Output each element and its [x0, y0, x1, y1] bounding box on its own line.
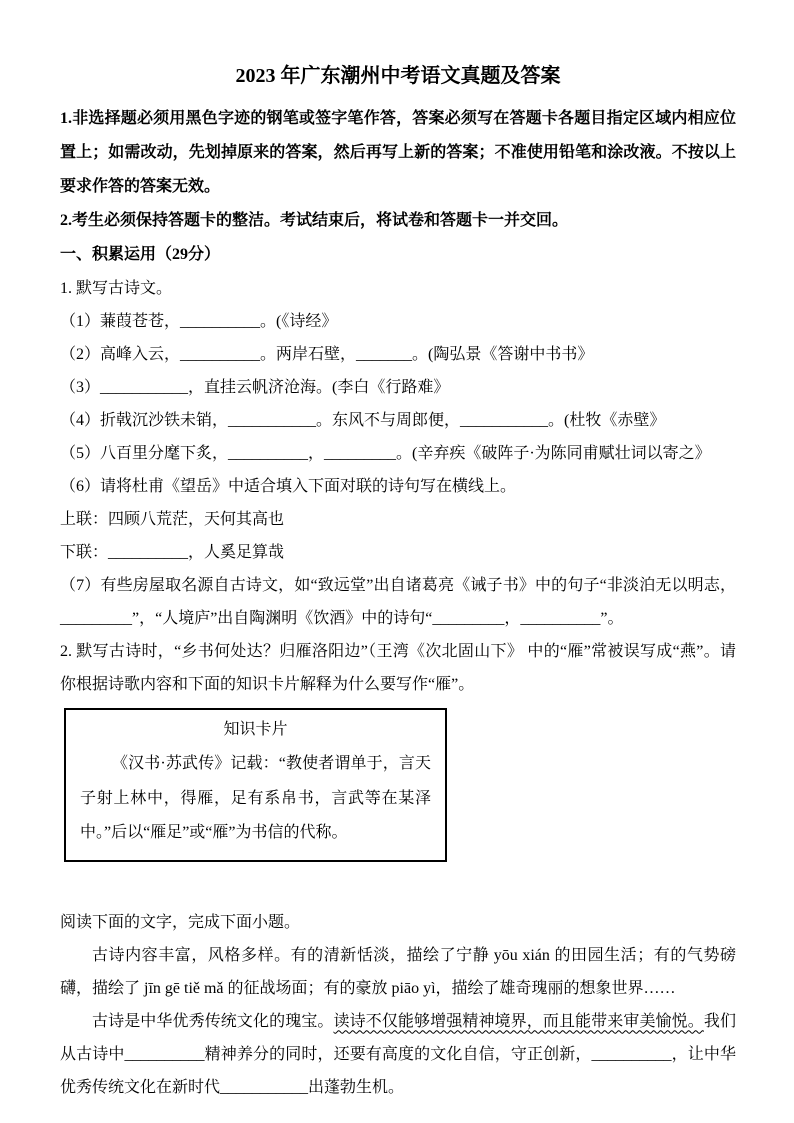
couplet-lower-line: 下联：__________，人奚足算哉 [60, 544, 285, 561]
knowledge-card-title: 知识卡片 [223, 721, 288, 738]
question-2-stem: 2. 默写古诗时，“乡书何处达？归雁洛阳边”（王湾《次北固山下》 中的“雁”常被误写成“燕”。请你根据诗歌内容和下面的知识卡片解释为什么要写作“雁”。 [60, 643, 736, 693]
page-title: 2023 年广东潮州中考语文真题及答案 [235, 65, 561, 87]
section-heading-accumulation: 一、积累运用（29分） [60, 246, 221, 263]
knowledge-card-body: 《汉书·苏武传》记载：“教使者谓单于，言天子射上林中，得雁，足有系帛书，言武等在某泽中。”后以“雁足”或“雁”为书信的代称。 [80, 755, 431, 841]
question-1-item-6: （6）请将杜甫《望岳》中适合填入下面对联的诗句写在横线上。 [60, 478, 517, 495]
reading-paragraph-2 [60, 1005, 736, 1104]
reading-paragraph-1: 古诗内容丰富，风格多样。有的清新恬淡，描绘了宁静 yōu xián 的田园生活；有的气势磅礴，描绘了 jīn gē tiě mǎ 的征战场面；有的豪放 piāo yì，描绘了雄奇瑰丽的想象世界…… [60, 946, 736, 997]
question-1-item-2: （2）高峰入云，__________。两岸石壁，_______。(陶弘景《答谢中书书》 [60, 346, 594, 363]
question-1-item-7: （7）有些房屋取名源自古诗文，如“致远堂”出自诸葛亮《诫子书》中的句子“非淡泊无以明志，_________”，“人境庐”出自陶渊明《饮酒》中的诗句“_________，__________”。 [60, 577, 736, 627]
reading-paragraph-2-rest: 我们从古诗中__________精神养分的同时，还要有高度的文化自信，守正创新，__________，让中华优秀传统文化在新时代___________出蓬勃生机。 [60, 1012, 736, 1096]
question-1-stem: 1. 默写古诗文。 [60, 280, 173, 297]
question-1-item-1: （1）蒹葭苍苍，__________。(《诗经》 [60, 313, 338, 330]
reading-paragraph-2-lead: 古诗是中华优秀传统文化的瑰宝。 [92, 1012, 334, 1030]
question-1-item-3: （3）___________，直挂云帆济沧海。(李白《行路难》 [60, 379, 450, 396]
knowledge-card [64, 708, 447, 862]
reading-instruction: 阅读下面的文字，完成下面小题。 [60, 913, 301, 931]
couplet-upper-line: 上联：四顾八荒茫，天何其高也 [60, 511, 285, 528]
question-1-item-4: （4）折戟沉沙铁未销，___________。东风不与周郎便，___________。(杜牧《赤壁》 [60, 412, 666, 429]
reading-paragraph-2-wavy-underlined-sentence: 读诗不仅能够增强精神境界，而且能带来审美愉悦。 [333, 1012, 704, 1030]
question-1-item-5: （5）八百里分麾下炙，__________，_________。(辛弃疾《破阵子·为陈同甫赋壮词以寄之》 [60, 445, 711, 462]
exam-notice-1: 1.非选择题必须用黑色字迹的钢笔或签字笔作答，答案必须写在答题卡各题目指定区域内相应位置上；如需改动，先划掉原来的答案，然后再写上新的答案；不准使用铅笔和涂改液。不按以上要求作答的答案无效。 [60, 110, 736, 195]
exam-notice-2: 2.考生必须保持答题卡的整洁。考试结束后，将试卷和答题卡一并交回。 [60, 212, 569, 229]
